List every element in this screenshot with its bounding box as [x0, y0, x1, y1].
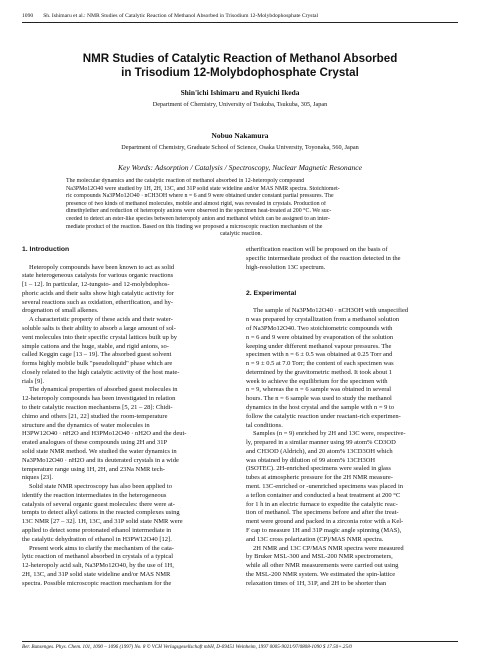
right-column-line: Samples (n = 9) enriched by 2H and 13C were, respective-: [253, 430, 406, 438]
keywords: Key Words: Adsorption / Catalysis / Spectroscopy, Nuclear Magnetic Resonance: [117, 163, 363, 172]
left-column-line: simple cations and the huge, stable, and rigid anions, so-: [22, 342, 169, 350]
right-column-line: and 13C cross polarization (CP)/MAS NMR spectra.: [246, 535, 384, 543]
right-column-line: specimen with n = 6 ± 0.5 was obtained at 0.25 Torr and: [246, 351, 393, 359]
left-column-line: erated analogues of these compounds using 2H and 31P: [22, 439, 168, 447]
left-column-line: tempts to detect alkyl cations in the reacted complexes using: [22, 509, 180, 517]
right-column-line: tubes at atmospheric pressure for the 2H NMR measure-: [246, 474, 393, 482]
abstract-line: ceeded to detect an ester-like species between heteropoly anion and methanol which can be assigned to an inter-: [66, 215, 330, 222]
right-column-line: and CH3OD (Aldrich), and 20 atom% 13CD3OH which: [246, 447, 393, 455]
right-column-line: the MSL-200 NMR system. We estimated the spin-lattice: [246, 570, 396, 578]
right-column-line: relaxation times of 1H, 31P, and 2H to be shorter than: [246, 579, 387, 587]
left-column-line: temperature range using 1H, 2H, and 23Na NMR tech-: [22, 465, 165, 473]
paragraph-gap: [246, 299, 456, 308]
left-column-line: The dynamical properties of absorbed guest molecules in: [29, 386, 178, 394]
right-column-line: tion of methanol. The specimens before and after the treat-: [246, 509, 399, 517]
left-column-line: solid state NMR method. We studied the water dynamics in: [22, 447, 177, 455]
page-number: 1090: [22, 13, 34, 19]
left-column-line: A characteristic property of these acids and their water-: [29, 316, 173, 324]
right-column-line: dynamics in the host crystal and the sample with n = 9 to: [246, 404, 395, 412]
left-column-line: the catalytic dehydration of ethanol in H3PW12O40 [12].: [22, 535, 172, 543]
left-column-line: catalysis of several organic guest molecules: there were at-: [22, 500, 175, 508]
running-title: Sh. Ishimaru et al.: NMR Studies of Catalytic Reaction of Methanol Absorbed in Trisodium 12-Molybdophosphate Crystal: [43, 13, 319, 19]
left-column-line: 2H, 13C, and 31P solid state wideline and/or MAS NMR: [22, 570, 171, 578]
right-column-line: hours. The n = 6 sample was used to study the methanol: [246, 395, 392, 403]
right-column-line: ment were ground and packed in a zirconia rotor with a Kel-: [246, 518, 404, 526]
abstract-line: presence of two kinds of methanol molecules, mobile and almost rigid, was revealed in crystals. Production of: [66, 200, 326, 207]
right-column-line: high-resolution 13C spectrum.: [246, 263, 326, 271]
left-column-line: called Keggin cage [13 – 19]. The absorbed guest solvent: [22, 351, 172, 359]
right-column-line: tal conditions.: [246, 421, 283, 429]
right-column-line: ment. 13C-enriched or -unenriched specimens was placed in: [246, 483, 404, 491]
left-column-line: several reactions such as oxidation, etherification, and hy-: [22, 298, 174, 306]
paragraph-gap: [246, 281, 456, 290]
left-column-line: phoric acids and their salts show high catalytic activity for: [22, 289, 174, 297]
right-column-line: follow the catalytic reaction under reactant-rich experimen-: [246, 412, 401, 420]
left-column: [22, 246, 232, 588]
right-column-line: n = 9 ± 0.5 at 7.0 Torr; the content of each specimen was: [246, 360, 394, 368]
right-column-line: a teflon container and conducted a heat treatment at 200 °C: [246, 491, 401, 499]
right-column-line: n was prepared by crystallization from a methanol solution: [246, 316, 400, 324]
left-column-line: chimo and others [21, 22] studied the room-temperature: [22, 412, 168, 420]
right-column: [246, 246, 456, 588]
abstract-line: ric compounds Na3PMo12O40 · nCH3OH where n = 6 and 9 were obtained under constant partial pressures. The: [66, 193, 334, 200]
left-column-line: applied to detect some protonated ethanol intermediate in: [22, 526, 172, 534]
paragraph-gap: [246, 272, 456, 281]
left-column-line: H3PW12O40 · nH2O and H3PMo12O40 · nH2O and the deut-: [22, 430, 187, 438]
left-column-line: 12-heteropoly acid salt, Na3PMo12O40, by the use of 1H,: [22, 562, 174, 570]
section-heading: 2. Experimental: [246, 289, 297, 297]
title-line-1: NMR Studies of Catalytic Reaction of Methanol Absorbed: [82, 52, 398, 65]
running-header: [22, 13, 458, 23]
abstract-line: catalytic reaction.: [220, 231, 262, 238]
left-column-line: [1 – 12]. In particular, 12-tungsto- and 12-molybdophos-: [22, 281, 170, 289]
right-column-line: etherification reaction will be proposed on the basis of: [246, 246, 388, 253]
right-column-line: determined by the gravitometric method. It took about 1: [246, 368, 393, 376]
left-column-line: rials [9].: [22, 377, 45, 385]
left-column-line: identify the reaction intermediates in the heterogeneous: [22, 491, 167, 499]
right-column-line: n = 9, whereas the n = 6 sample was obtained in several: [246, 386, 392, 394]
right-column-line: of Na3PMo12O40. Two stoichiometric compounds with: [246, 324, 393, 332]
right-column-line: by Bruker MSL-300 and MSL-200 NMR spectrometers,: [246, 553, 393, 561]
left-column-line: lytic reaction of methanol absorbed in crystals of a typical: [22, 553, 174, 561]
left-column-line: structure and the dynamics of water molecules in: [22, 421, 150, 429]
affiliation-2: Department of Chemistry, Graduate School of Science, Osaka University, Toyonaka, 560, Japan: [121, 144, 359, 151]
left-column-line: niques [23].: [22, 474, 54, 482]
left-column-line: 12-heteropoly compounds has been investigated in relation: [22, 395, 176, 403]
left-column-line: soluble salts is their ability to absorb a large amount of sol-: [22, 325, 176, 333]
left-column-line: state heterogeneous catalysts for various organic reactions: [22, 272, 174, 280]
journal-footer: Ber. Bunsenges. Phys. Chem. 101, 1090 – 1096 (1997) No. 8 © VCH Verlagsgesellschaft mbH, D-69451 Weinheim, 1997 0005-9021/97/0808-1090 $ 17.50+.25/0: [22, 641, 458, 650]
right-column-line: F cap to measure 1H and 31P magic angle spinning (MAS),: [246, 526, 402, 534]
abstract-line: mediate product of the reaction. Based on this finding we proposed a microscopic reaction mechanism of the: [66, 223, 323, 230]
right-column-line: keeping under different methanol vapour pressures. The: [246, 342, 392, 350]
left-column-line: vent molecules into their specific crystal lattices built up by: [22, 333, 178, 341]
right-column-line: 2H NMR and 13C CP/MAS NMR spectra were measured: [253, 544, 404, 552]
right-column-line: n = 6 and 9 were obtained by evaporation of the solution: [246, 333, 394, 341]
paragraph-gap: [22, 255, 232, 264]
title-line-2: in Trisodium 12-Molybdophosphate Crystal: [121, 66, 359, 79]
left-column-line: closely related to the high catalytic activity of the host mate-: [22, 368, 180, 376]
right-column-line: The sample of Na3PMo12O40 · nCH3OH with unspecified: [253, 307, 409, 315]
left-column-line: Na3PMo12O40 · nH2O and its deuterated crystals in a wide: [22, 456, 179, 464]
left-column-line: spectra. Possible microscopic reaction mechanism for the: [22, 579, 172, 587]
left-column-line: Present work aims to clarify the mechanism of the cata-: [29, 544, 174, 552]
abstract-line: Na3PMo12O40 were studied by 1H, 2H, 13C, and 31P solid state wideline and/or MAS NMR spectra. Stoichiomet-: [66, 185, 340, 192]
abstract: [66, 178, 416, 239]
author-list-1: Shin'ichi Ishimaru and Ryuichi Ikeda: [180, 88, 300, 97]
right-column-line: (ISOTEC). 2H-enriched specimens were sealed in glass: [246, 465, 391, 473]
right-column-line: specific intermediate product of the reaction detected in the: [246, 254, 401, 262]
left-column-line: to their catalytic reaction mechanisms [5, 21 – 28]: Chidi-: [22, 404, 173, 412]
abstract-line: The molecular dynamics and the catalytic reaction of methanol absorbed in 12-heteropoly compound: [66, 178, 305, 184]
right-column-line: for 1 h in an electric furnace to expedite the catalytic reac-: [246, 500, 398, 508]
author-list-2: Nobuo Nakamura: [211, 131, 269, 140]
left-column-line: Solid state NMR spectroscopy has also been applied to: [29, 483, 172, 491]
right-column-line: ly, prepared in a similar manner using 99 atom% CD3OD: [246, 439, 396, 447]
abstract-line: dimethylether and reduction of heteropoly anions were observed in the specimen heat-treated at 200 °C. We suc-: [66, 208, 332, 215]
affiliation-1: Department of Chemistry, University of Tsukuba, Tsukuba, 305, Japan: [152, 101, 328, 108]
article-title: [40, 52, 440, 80]
left-column-line: drogenation of small alkenes.: [22, 307, 99, 315]
right-column-line: was obtained by dilution of 99 atom% 13CH3OH: [246, 456, 376, 464]
right-column-line: while all other NMR measurements were carried out using: [246, 562, 399, 570]
left-column-line: Heteropoly compounds have been known to act as solid: [29, 263, 175, 271]
left-column-line: 13C NMR [27 – 32]. 1H, 13C, and 31P solid state NMR were: [22, 518, 183, 526]
right-column-line: week to achieve the equilibrium for the specimen with: [246, 377, 388, 385]
left-column-line: forms highly mobile bulk "pseudoliquid" phase which are: [22, 360, 173, 368]
section-heading: 1. Introduction: [22, 246, 70, 253]
